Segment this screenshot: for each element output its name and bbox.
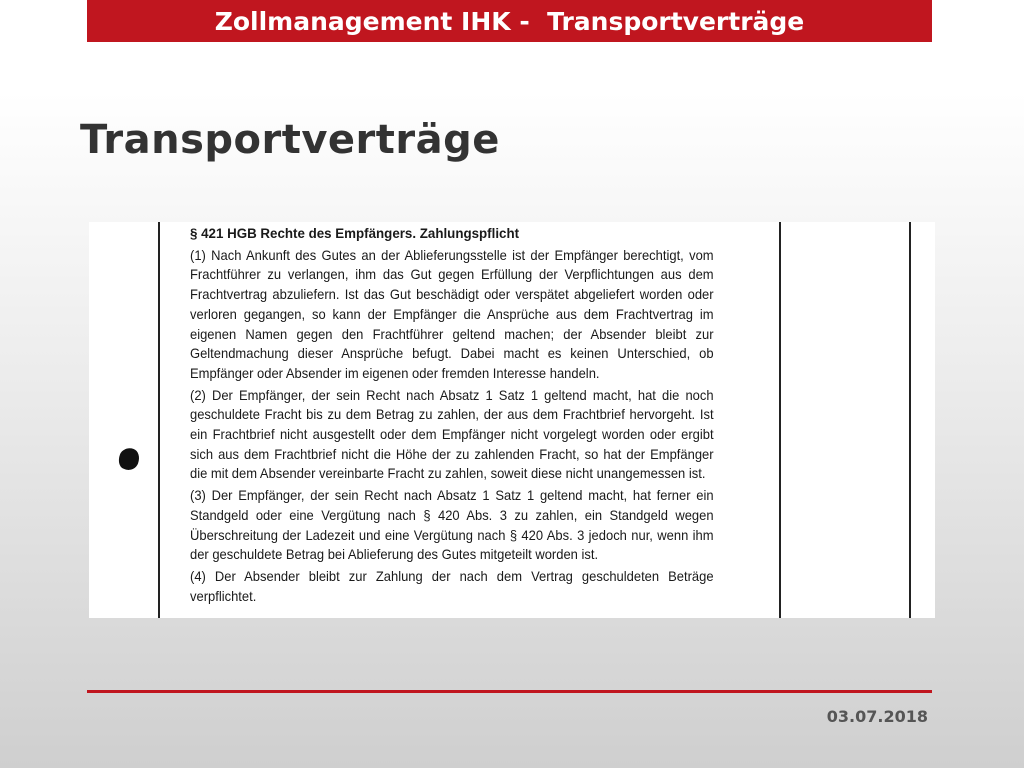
- law-paragraph-1: (1) Nach Ankunft des Gutes an der Ablieferungsstelle ist der Empfänger berechtigt, vom Frachtführer zu verlangen, ihm das Gut gegen Erfüllung der Verpflichtungen aus dem Frachtvertrag abzuliefern. Ist das Gut beschädigt oder verspätet abgeliefert worden oder verloren gegangen, so kann der Empfänger die Ansprüche aus dem Frachtvertrag im eigenen Namen gegen den Frachtführer geltend machen; der Absender bleibt zur Geltendmachung dieser Ansprüche befugt. Dabei macht es keinen Unterschied, ob Empfänger oder Absender im eigenen oder fremden Interesse handeln.: [190, 247, 714, 381]
- margin-line-right: [779, 222, 781, 618]
- ink-blot-mark: [116, 445, 142, 473]
- footer-date: 03.07.2018: [826, 707, 928, 726]
- law-paragraph-4: (4) Der Absender bleibt zur Zahlung der nach dem Vertrag geschuldeten Beträge verpflichtet.: [190, 568, 714, 604]
- law-paragraph-3: (3) Der Empfänger, der sein Recht nach Absatz 1 Satz 1 geltend macht, hat ferner ein Standgeld oder eine Vergütung nach § 420 Abs. 3 zu zahlen, ein Standgeld wegen Überschreitung der Ladezeit und eine Vergütung nach § 420 Abs. 3 jedoch nur, wenn ihm der geschuldete Betrag bei Ablieferung des Gutes mitgeteilt worden ist.: [190, 488, 714, 563]
- scanned-law-excerpt: [89, 222, 935, 618]
- law-paragraph-2: (2) Der Empfänger, der sein Recht nach Absatz 1 Satz 1 geltend macht, hat die noch geschuldete Fracht bis zu dem Betrag zu zahlen, der aus dem Frachtbrief hervorgeht. Ist ein Frachtbrief nicht ausgestellt oder dem Empfänger nicht vorgelegt worden oder ergibt sich aus dem Frachtbrief nicht die Höhe der zu zahlenden Fracht, so hat der Empfänger die mit dem Absender vereinbarte Fracht zu zahlen, soweit diese nicht unangemessen ist.: [190, 387, 714, 482]
- law-text-block: [190, 225, 714, 608]
- margin-line-left: [158, 222, 160, 618]
- page-title: Transportverträge: [80, 117, 500, 163]
- footer-divider: [87, 690, 932, 693]
- header-banner: Zollmanagement IHK - Transportverträge: [87, 0, 932, 42]
- law-heading: § 421 HGB Rechte des Empfängers. Zahlungspflicht: [190, 226, 520, 242]
- margin-line-outer: [909, 222, 911, 618]
